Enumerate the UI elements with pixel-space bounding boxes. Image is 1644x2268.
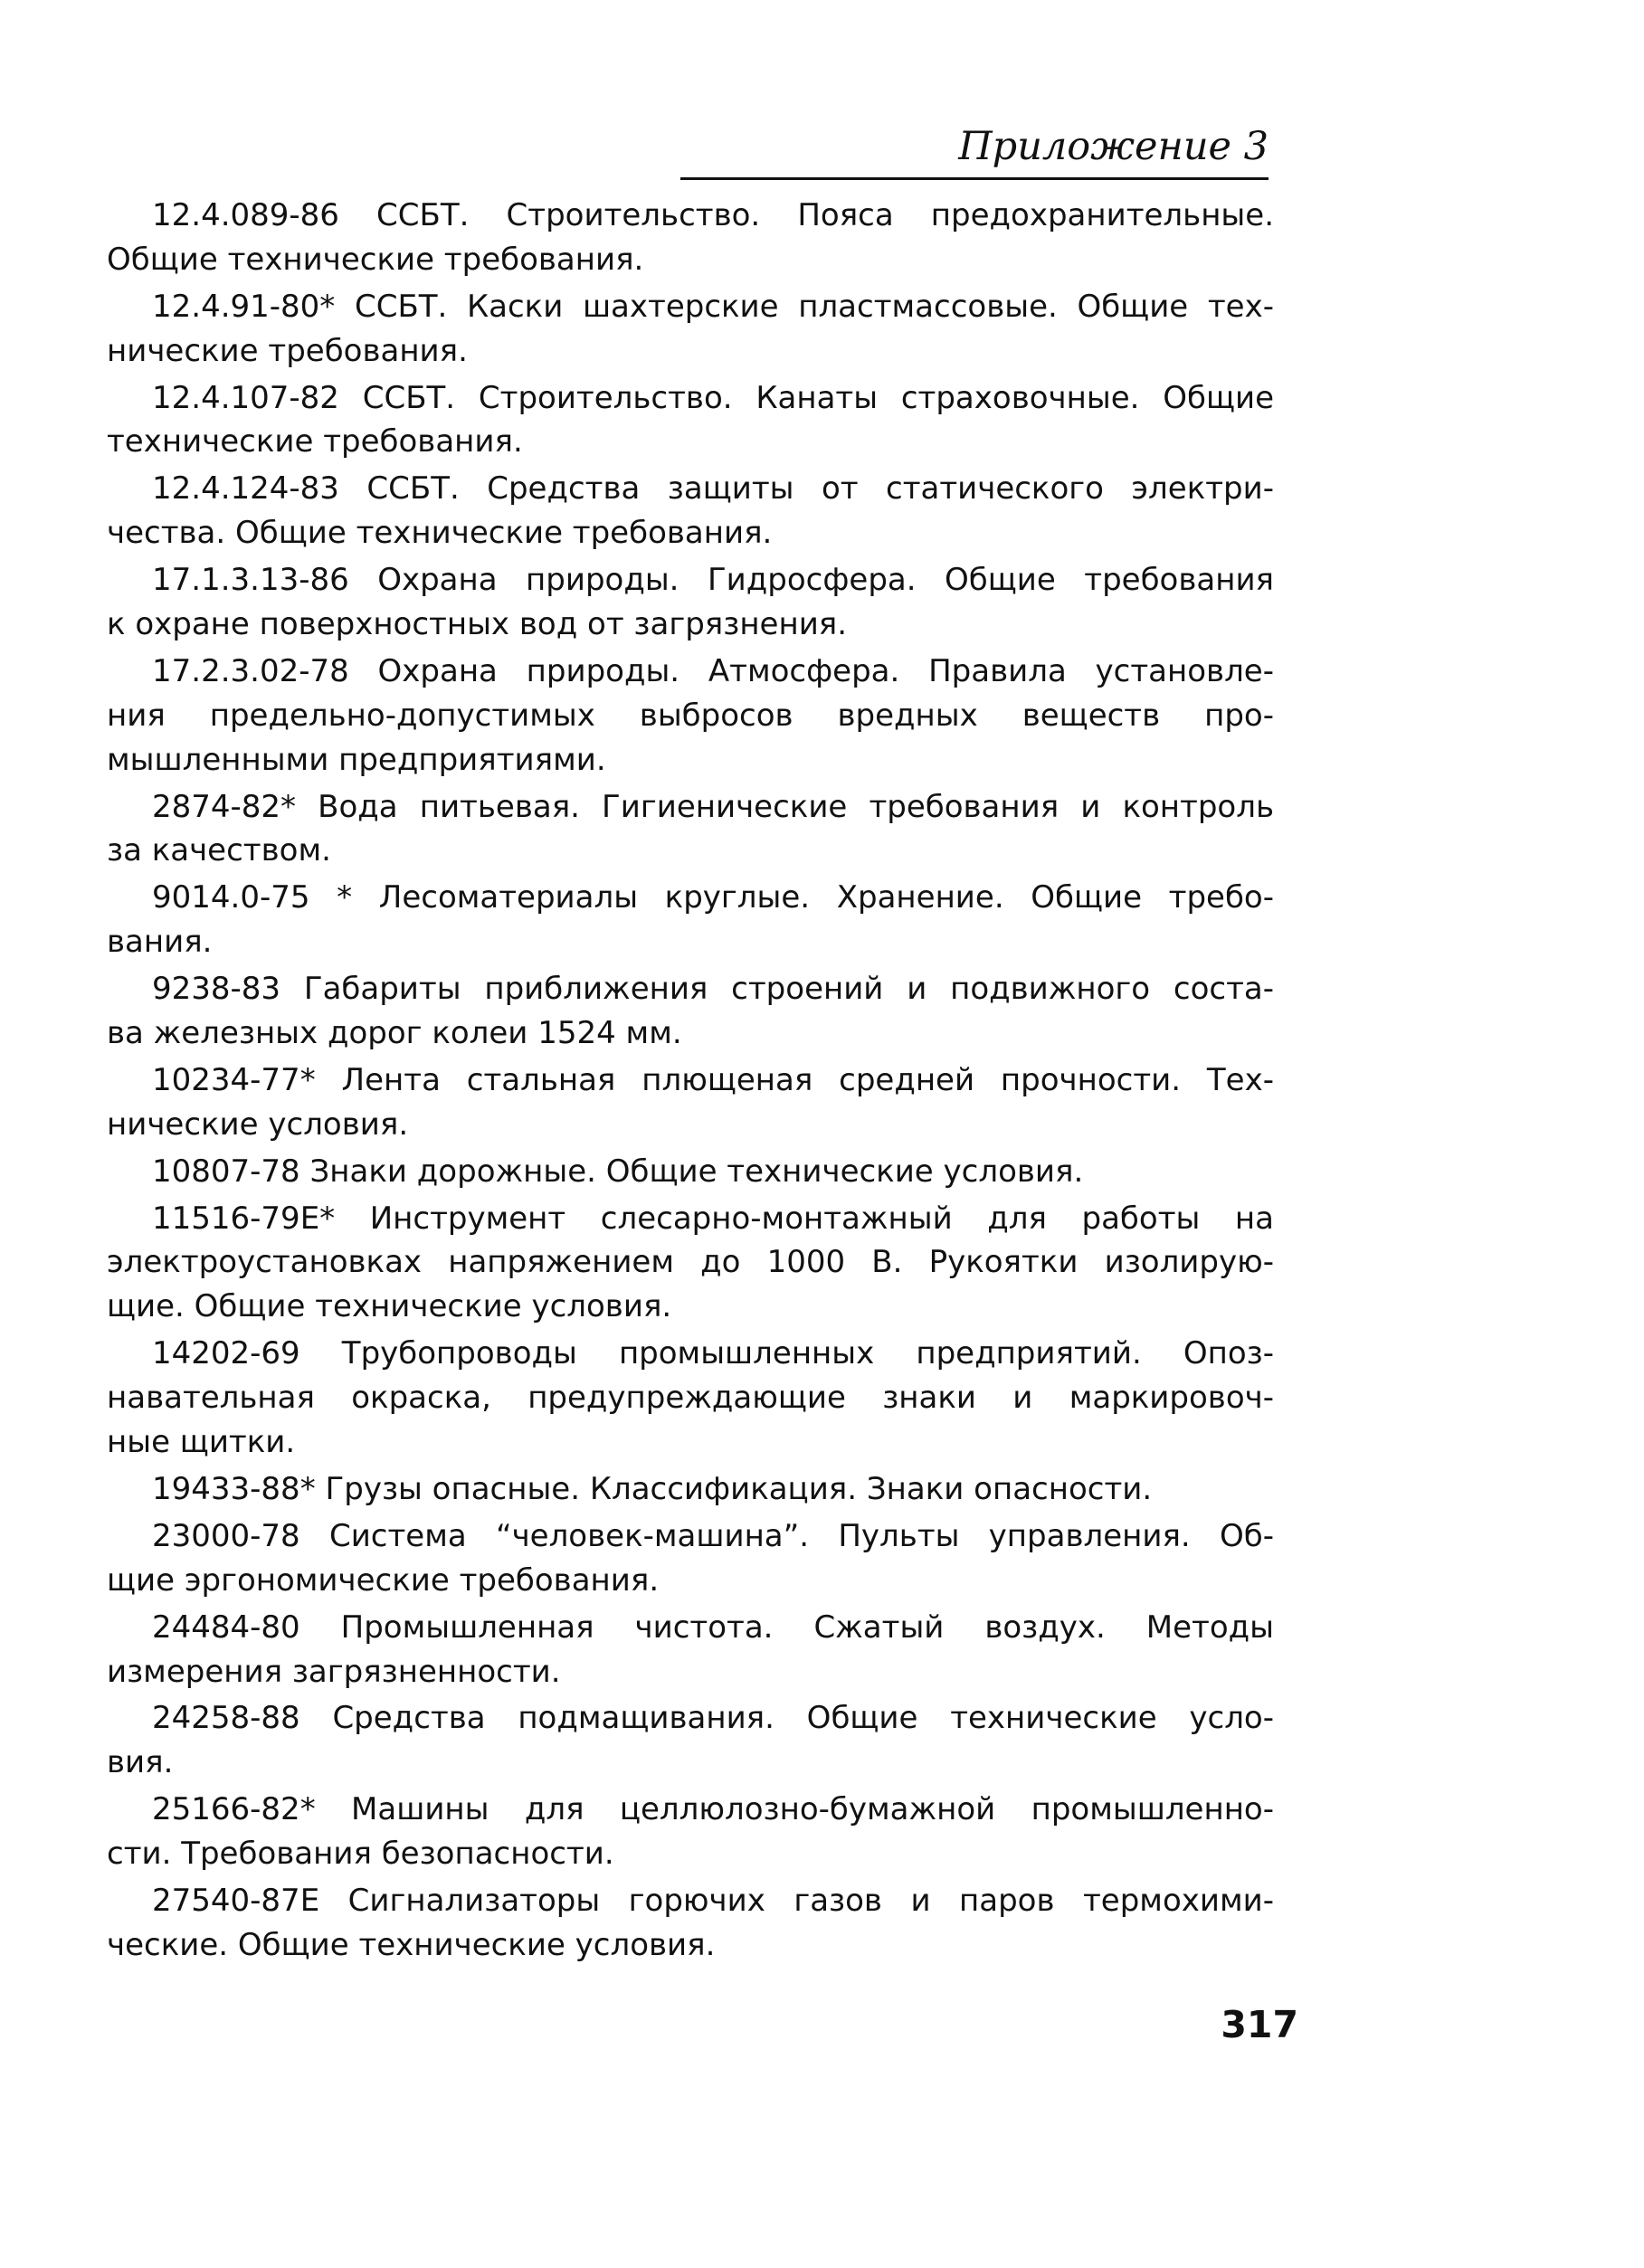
entry-line: 17.1.3.13-86 Охрана природы. Гидросфера. Общие требования (152, 562, 1274, 599)
entry-line: нические требования. (107, 332, 468, 369)
standard-entry (107, 376, 1274, 465)
standards-list (107, 194, 1274, 1970)
entry-line: 19433-88* Грузы опасные. Классификация. Знаки опасности. (152, 1470, 1153, 1507)
standard-entry (107, 467, 1274, 555)
standard-entry (107, 1150, 1274, 1194)
page-number: 317 (1221, 2003, 1298, 2046)
standard-entry (107, 558, 1274, 647)
entry-line: вания. (107, 924, 213, 961)
entry-line: 23000-78 Система “человек-машина”. Пульты управления. Об- (152, 1517, 1274, 1554)
entry-line: электроустановках напряжением до 1000 В. Рукоятки изолирую- (107, 1244, 1274, 1281)
entry-line: вия. (107, 1744, 174, 1781)
standard-entry (107, 1788, 1274, 1876)
entry-line: 11516-79Е* Инструмент слесарно-монтажный для работы на (152, 1200, 1274, 1237)
entry-line: 2874-82* Вода питьевая. Гигиенические требования и контроль (152, 788, 1274, 825)
entry-line: 27540-87Е Сигнализаторы горючих газов и паров термохими- (152, 1882, 1274, 1919)
entry-line: сти. Требования безопасности. (107, 1836, 614, 1873)
entry-line: 10234-77* Лента стальная плющеная средней прочности. Тех- (152, 1061, 1274, 1098)
entry-line: 25166-82* Машины для целлюлозно-бумажной промышленно- (152, 1791, 1274, 1828)
entry-line: навательная окраска, предупреждающие знаки и маркировоч- (107, 1380, 1274, 1417)
entry-line: ва железных дорог колеи 1524 мм. (107, 1015, 682, 1052)
entry-line: 17.2.3.02-78 Охрана природы. Атмосфера. Правила установле- (152, 652, 1274, 689)
appendix-title: Приложение 3 (958, 124, 1269, 169)
entry-line: к охране поверхностных вод от загрязнения. (107, 606, 848, 643)
entry-line: 12.4.107-82 ССБТ. Строительство. Канаты страховочные. Общие (152, 379, 1274, 416)
header-rule (680, 177, 1269, 180)
standard-entry (107, 194, 1274, 282)
standard-entry (107, 876, 1274, 964)
entry-line: мышленными предприятиями. (107, 741, 606, 778)
entry-line: 24258-88 Средства подмащивания. Общие технические усло- (152, 1700, 1274, 1737)
entry-line: щие. Общие технические условия. (107, 1288, 672, 1325)
standard-entry (107, 967, 1274, 1056)
standard-entry (107, 1467, 1274, 1512)
entry-line: ния предельно-допустимых выбросов вредных веществ про- (107, 697, 1274, 734)
entry-line: 10807-78 Знаки дорожные. Общие технические условия. (152, 1153, 1084, 1190)
entry-line: ческие. Общие технические условия. (107, 1926, 716, 1963)
entry-line: 12.4.91-80* ССБТ. Каски шахтерские пластмассовые. Общие тех- (152, 288, 1274, 325)
entry-line: 9238-83 Габариты приближения строений и подвижного соста- (152, 971, 1274, 1008)
standard-entry (107, 1696, 1274, 1785)
entry-line: чества. Общие технические требования. (107, 515, 773, 552)
standard-entry (107, 1879, 1274, 1968)
standard-entry (107, 785, 1274, 874)
entry-line: ные щитки. (107, 1424, 296, 1461)
entry-line: нические условия. (107, 1106, 409, 1143)
entry-line: 12.4.089-86 ССБТ. Строительство. Пояса предохранительные. (152, 197, 1274, 233)
entry-line: щие эргономические требования. (107, 1561, 660, 1599)
entry-line: 12.4.124-83 ССБТ. Средства защиты от статического электри- (152, 470, 1274, 508)
standard-entry (107, 285, 1274, 374)
standard-entry (107, 1197, 1274, 1330)
standard-entry (107, 1058, 1274, 1147)
entry-line: 24484-80 Промышленная чистота. Сжатый воздух. Методы (152, 1608, 1274, 1646)
entry-line: 14202-69 Трубопроводы промышленных предприятий. Опоз- (152, 1335, 1274, 1372)
standard-entry (107, 1514, 1274, 1603)
entry-line: Общие технические требования. (107, 241, 644, 278)
entry-line: технические требования. (107, 423, 523, 460)
standard-entry (107, 1606, 1274, 1694)
standard-entry (107, 1332, 1274, 1465)
entry-line: за качеством. (107, 832, 331, 869)
entry-line: 9014.0-75 * Лесоматериалы круглые. Хранение. Общие требо- (152, 879, 1274, 916)
page-header (680, 123, 1269, 188)
entry-line: измерения загрязненности. (107, 1653, 561, 1690)
standard-entry (107, 650, 1274, 783)
